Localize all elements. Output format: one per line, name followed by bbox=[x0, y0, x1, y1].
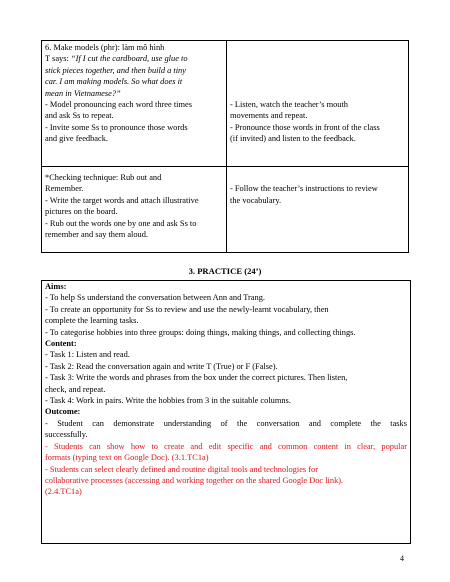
content-label: Content: bbox=[45, 339, 77, 349]
competency-item: collaborative processes (accessing and working together on the shared Google Doc link). bbox=[45, 475, 344, 485]
teacher-step: - Model pronouncing each word three times bbox=[45, 100, 192, 110]
aim-item: - To create an opportunity for Ss to review and use the newly-learnt vocabulary, then bbox=[45, 304, 329, 314]
example-quote-line: car. I am making models. So what does it bbox=[45, 77, 183, 87]
competency-item: formats (typing text on Google Doc). (3.1.TC1a) bbox=[45, 453, 209, 463]
competency-item: (2.4.TC1a) bbox=[45, 487, 82, 497]
teacher-step: remember and say them aloud. bbox=[45, 230, 149, 240]
student-step: movements and repeat. bbox=[230, 111, 308, 121]
competency-item: - Students can select clearly defined and routine digital tools and technologies for bbox=[45, 464, 319, 474]
aim-item: complete the learning tasks. bbox=[45, 316, 139, 326]
example-quote-line: mean in Vietnamese?” bbox=[45, 88, 121, 98]
section-title: 3. PRACTICE (24’) bbox=[188, 266, 262, 276]
student-step: - Follow the teacher’s instructions to review bbox=[230, 184, 378, 194]
vocab-item-title: 6. Make models (phr): làm mô hình bbox=[45, 43, 165, 52]
teacher-step: - Write the target words and attach illustrative bbox=[45, 195, 199, 205]
aims-label: Aims: bbox=[45, 282, 67, 291]
student-activity-cell bbox=[227, 41, 409, 167]
content-item: - Task 1: Listen and read. bbox=[45, 350, 130, 360]
aim-item: - To categorise hobbies into three groups: doing things, making things, and collecting things. bbox=[45, 327, 356, 337]
content-item: - Task 2: Read the conversation again and write T (True) or F (False). bbox=[45, 361, 278, 371]
content-item: - Task 4: Work in pairs. Write the hobbies from 3 in the suitable columns. bbox=[45, 396, 291, 406]
student-activity-cell bbox=[227, 167, 409, 253]
competency-item: - Students can show how to create and edit specific and common content in clear, popular bbox=[45, 441, 407, 451]
student-step: - Pronounce those words in front of the class bbox=[230, 122, 380, 132]
practice-box bbox=[41, 280, 411, 544]
checking-technique: Remember. bbox=[45, 184, 84, 194]
teacher-activity-cell bbox=[42, 41, 227, 167]
aim-item: - To help Ss understand the conversation between Ann and Trang. bbox=[45, 293, 265, 303]
teacher-step: - Rub out the words one by one and ask Ss to bbox=[45, 218, 197, 228]
content-item: - Task 3: Write the words and phrases from the box under the correct pictures. Then listen, bbox=[45, 373, 348, 383]
teacher-step: and ask Ss to repeat. bbox=[45, 111, 114, 121]
student-step: the vocabulary. bbox=[230, 195, 282, 205]
outcome-item: - Student can demonstrate understanding of the conversation and complete the tasks bbox=[45, 418, 407, 428]
teacher-step: - Invite some Ss to pronounce those words bbox=[45, 122, 188, 132]
teacher-step: pictures on the board. bbox=[45, 207, 118, 217]
example-quote-line: stick pieces together, and then build a tiny bbox=[45, 65, 186, 75]
table-row bbox=[42, 167, 409, 253]
procedure-table bbox=[41, 40, 409, 253]
teacher-activity-cell bbox=[42, 167, 227, 253]
content-item: check, and repeat. bbox=[45, 384, 106, 394]
outcome-label: Outcome: bbox=[45, 407, 81, 417]
teacher-says: T says: “If I cut the cardboard, use glue to bbox=[45, 54, 188, 64]
teacher-step: and give feedback. bbox=[45, 134, 109, 144]
student-step: - Listen, watch the teacher’s mouth bbox=[230, 99, 348, 109]
page-number: 4 bbox=[400, 554, 404, 563]
table-row bbox=[42, 41, 409, 167]
checking-technique: *Checking technique: Rub out and bbox=[45, 173, 162, 182]
outcome-item: successfully. bbox=[45, 430, 88, 440]
student-step: (if invited) and listen to the feedback. bbox=[230, 134, 356, 144]
example-quote: “If I cut the cardboard, use glue to bbox=[70, 54, 188, 64]
